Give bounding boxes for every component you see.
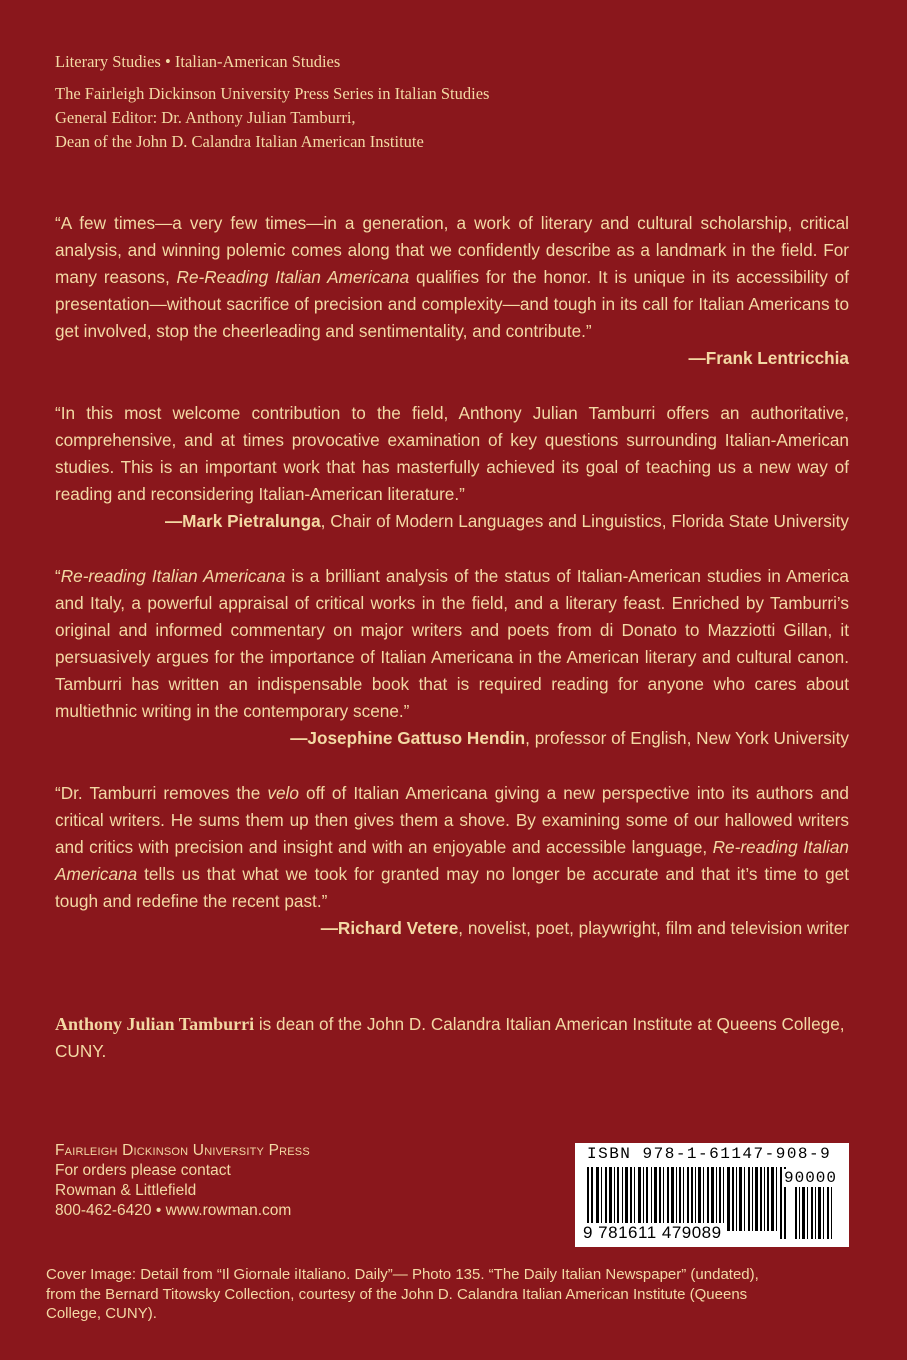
series-header (55, 50, 855, 154)
endorser-name: —Frank Lentricchia (688, 348, 849, 368)
editor-title: Dean of the John D. Calandra Italian American Institute (55, 132, 424, 151)
quote-text: “In this most welcome contribution to the field, Anthony Julian Tamburri offers an authoritative, comprehensive, and at times provocative examination of key questions surrounding Italian-American studies. This is an important work that has masterfully achieved its goal of teaching us a new way of reading and reconsidering Italian-American literature.” (55, 403, 849, 504)
price-code: 90000 (783, 1169, 837, 1187)
series-title: The Fairleigh Dickinson University Press Series in Italian Studies (55, 84, 490, 103)
cover-image-credit: Cover Image: Detail from “Il Giornale iItaliano. Daily”— Photo 135. “The Daily Italian Newspaper” (undated), from the Bernard Titowsky Collection, courtesy of the John D. Calandra Italian American Institute (Queens College, CUNY). (46, 1266, 759, 1322)
quote-attribution (55, 345, 849, 372)
endorsement-2 (55, 400, 849, 535)
endorsement-1 (55, 210, 849, 372)
contact-line: 800-462-6420 • www.rowman.com (55, 1202, 292, 1219)
publisher-name: Fairleigh Dickinson University Press (55, 1142, 310, 1159)
distributor-name: Rowman & Littlefield (55, 1182, 197, 1199)
endorser-affiliation: , Chair of Modern Languages and Linguistics, Florida State University (320, 511, 849, 531)
orders-line: For orders please contact (55, 1162, 231, 1179)
endorsements (55, 210, 849, 970)
endorser-affiliation: , novelist, poet, playwright, film and television writer (458, 918, 849, 938)
publisher-info (55, 1141, 310, 1221)
subject-categories: Literary Studies • Italian-American Studies (55, 52, 341, 71)
endorser-affiliation: , professor of English, New York University (525, 728, 849, 748)
quote-text: “A few times—a very few times—in a generation, a work of literary and cultural scholarship, critical analysis, and winning polemic comes along that we confidently describe as a landmark in the field. For many reasons, Re-Reading Italian Americana qualifies for the honor. It is unique in its accessibility of presentation—without sacrifice of precision and complexity—and tough in its call for Italian Americans to get involved, stop the cheerleading and sentimentality, and contribute.” (55, 213, 849, 341)
author-bio: Anthony Julian Tamburri is dean of the John D. Calandra Italian American Institute at Queens College, CUNY. (55, 1014, 845, 1061)
quote-text: “Dr. Tamburri removes the velo off of Italian Americana giving a new perspective into its authors and critical writers. He sums them up then gives them a shove. By examining some of our hallowed writers and critics with precision and insight and with an enjoyable and accessible language, Re-reading Italian Americana tells us that what we took for granted may no longer be accurate and that it’s time to get tough and redefine the recent past.” (55, 783, 849, 911)
endorsement-3 (55, 563, 849, 752)
quote-text: “Re-reading Italian Americana is a brilliant analysis of the status of Italian-American studies in America and Italy, a powerful appraisal of critical works in the field, and a literary feast. Enriched by Tamburri’s original and informed commentary on major writers and poets from di Donato to Mazziotti Gillan, it persuasively argues for the importance of Italian Americana in the American literary and cultural canon. Tamburri has written an indispensable book that is required reading for anyone who cares about multiethnic writing in the contemporary scene.” (55, 566, 849, 721)
endorser-name: —Mark Pietralunga (164, 511, 321, 531)
barcode-digits: 9 781611 479089 (583, 1223, 722, 1242)
isbn-number: ISBN 978-1-61147-908-9 (587, 1145, 832, 1163)
general-editor: General Editor: Dr. Anthony Julian Tamburri, (55, 108, 356, 127)
author-name: Anthony Julian Tamburri (55, 1014, 255, 1034)
quote-attribution (55, 508, 849, 535)
isbn-barcode (575, 1143, 849, 1247)
quote-attribution (55, 915, 849, 942)
endorser-name: —Richard Vetere (320, 918, 459, 938)
endorser-name: —Josephine Gattuso Hendin (290, 728, 526, 748)
endorsement-4 (55, 780, 849, 942)
quote-attribution (55, 725, 849, 752)
